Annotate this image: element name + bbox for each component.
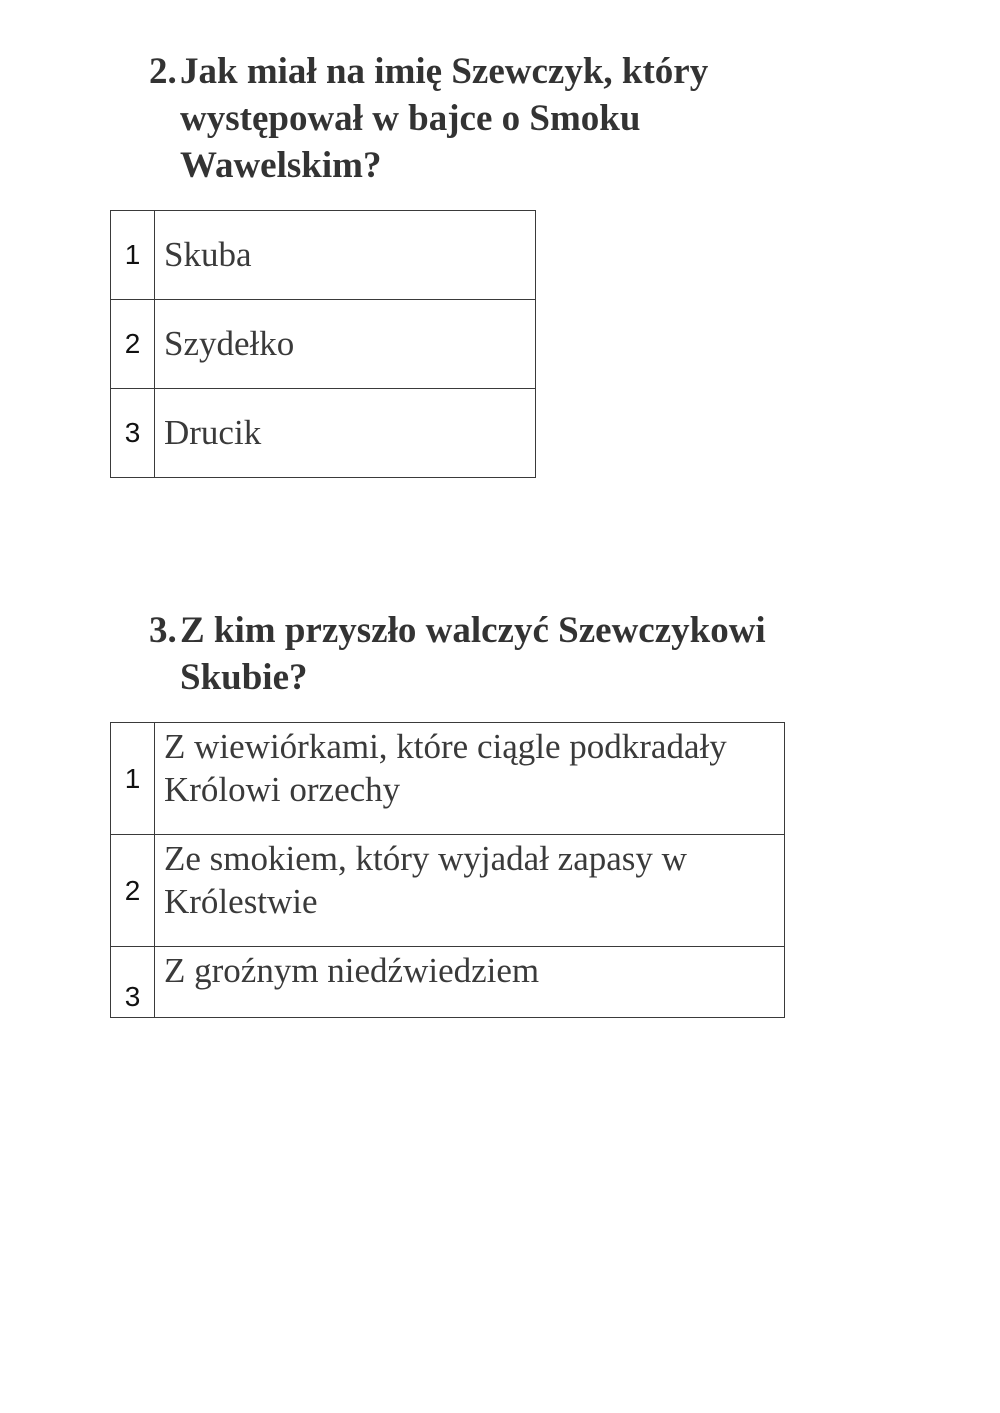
question-2-line-2: występował w bajce o Smoku [180, 98, 641, 139]
answer-row[interactable] [111, 947, 785, 1018]
question-2-title [149, 48, 849, 189]
answer-text: Skuba [155, 211, 536, 300]
answer-text: Szydełko [155, 300, 536, 389]
answer-index: 3 [111, 947, 155, 1018]
answer-index: 2 [111, 835, 155, 947]
question-3-answers-table [110, 722, 785, 1018]
question-2-line-3: Wawelskim? [180, 145, 382, 186]
question-2-line-1: Jak miał na imię Szewczyk, który [180, 51, 709, 92]
question-2-number: 2. [149, 51, 177, 92]
answer-row[interactable] [111, 211, 536, 300]
answer-text-line: Królestwie [164, 882, 318, 921]
answer-index: 1 [111, 211, 155, 300]
answer-index: 2 [111, 300, 155, 389]
answer-text-line: Z groźnym niedźwiedziem [164, 951, 540, 990]
answer-text-line: Królowi orzechy [164, 770, 401, 809]
answer-text: Drucik [155, 389, 536, 478]
answer-text [155, 723, 785, 835]
answer-row[interactable] [111, 835, 785, 947]
answer-text-line: Z wiewiórkami, które ciągle podkradały [164, 727, 727, 766]
answer-row[interactable] [111, 723, 785, 835]
answer-text [155, 947, 785, 1018]
answer-text [155, 835, 785, 947]
question-2-answers-table [110, 210, 536, 478]
answer-index: 3 [111, 389, 155, 478]
answer-row[interactable] [111, 389, 536, 478]
question-3-number: 3. [149, 610, 177, 651]
question-3-line-2: Skubie? [180, 657, 308, 698]
answer-row[interactable] [111, 300, 536, 389]
question-3-title [149, 607, 909, 701]
question-3-line-1: Z kim przyszło walczyć Szewczykowi [180, 610, 766, 651]
answer-text-line: Ze smokiem, który wyjadał zapasy w [164, 839, 687, 878]
answer-index: 1 [111, 723, 155, 835]
